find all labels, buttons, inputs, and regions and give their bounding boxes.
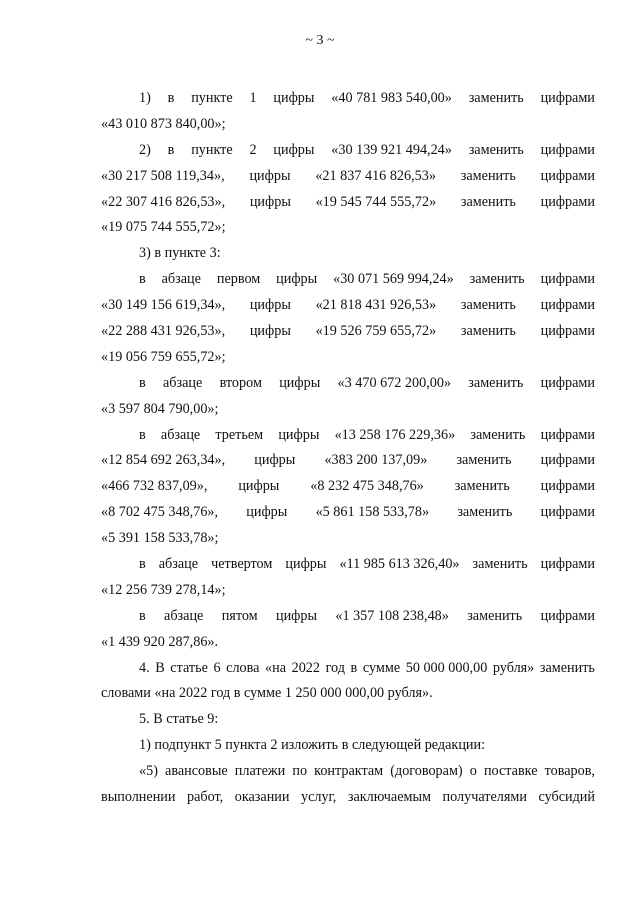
text-word: контрактам <box>314 763 384 780</box>
text-word: заключаемым <box>347 789 431 806</box>
text-word: «на <box>265 659 287 676</box>
document-body <box>101 86 595 811</box>
text-word: цифрами <box>540 193 595 210</box>
text-word: «13 258 176 229,36» <box>334 426 456 443</box>
text-word: цифрами <box>540 504 595 521</box>
text-word: в <box>350 659 358 676</box>
text-line <box>101 241 595 267</box>
text-line <box>101 578 595 604</box>
text-line <box>101 474 595 500</box>
text-word: «466 732 837,09», <box>101 478 208 495</box>
text-word: (договорам) <box>390 763 463 780</box>
text-word: год <box>325 659 345 676</box>
text-word: заменить <box>457 504 513 521</box>
text-line <box>101 190 595 216</box>
text-word: «40 781 983 540,00» <box>331 90 452 106</box>
text-word: оказании <box>234 789 290 806</box>
text-line <box>101 215 595 241</box>
text-line <box>101 759 595 785</box>
text-word: «12 256 739 278,14»; <box>101 581 226 598</box>
text-word: заменить <box>454 478 510 495</box>
text-word: «3 597 804 790,00»; <box>101 400 219 417</box>
text-word: цифрами <box>540 452 595 469</box>
text-word: «30 149 156 619,34», <box>101 297 226 314</box>
text-word: цифры <box>278 426 320 443</box>
text-word: 6 <box>213 659 221 676</box>
text-word: «21 818 431 926,53» <box>315 297 437 314</box>
text-word: словами «на 2022 год в сумме 1 250 000 000,00 рубля». <box>101 685 433 702</box>
text-word: выполнении <box>101 789 176 806</box>
text-word: «5 861 158 533,78» <box>315 504 430 521</box>
text-word: цифрами <box>540 323 595 340</box>
text-word: заменить <box>460 323 516 340</box>
text-line <box>101 293 595 319</box>
text-word: 1) подпункт 5 пункта 2 изложить в следующей редакции: <box>139 737 486 754</box>
text-word: статье <box>170 659 208 676</box>
text-word: в <box>139 426 146 443</box>
text-word: заменить <box>460 167 516 184</box>
text-word: поставке <box>483 763 538 780</box>
text-line <box>101 733 595 759</box>
text-word: цифры <box>238 478 280 495</box>
text-word: цифры <box>249 193 291 210</box>
text-word: в <box>139 271 146 288</box>
text-word: цифрами <box>540 271 595 288</box>
text-word: четвертом <box>211 556 273 573</box>
text-word: «5) <box>139 763 158 780</box>
text-word: пункте <box>191 141 233 158</box>
text-word: «22 307 416 826,53», <box>101 193 226 210</box>
text-word: цифрами <box>540 478 595 495</box>
text-word: услуг, <box>300 789 337 806</box>
text-word: цифры <box>279 374 321 391</box>
text-word: «383 200 137,09» <box>324 452 428 469</box>
text-word: товаров, <box>544 763 595 780</box>
page-number: ~ 3 ~ <box>305 33 335 48</box>
text-word: заменить <box>468 90 524 106</box>
text-word: в <box>139 374 146 391</box>
text-word: абзаце <box>164 607 204 624</box>
text-word: цифрами <box>540 607 595 624</box>
text-word: заменить <box>469 271 525 288</box>
text-word: 1) <box>139 90 151 106</box>
text-line <box>101 500 595 526</box>
text-word: пункте <box>191 90 233 106</box>
text-word: цифрами <box>540 167 595 184</box>
text-word: цифры <box>249 167 291 184</box>
text-word: «1 357 108 238,48» <box>335 607 449 624</box>
text-word: в <box>167 90 175 106</box>
text-line <box>101 656 595 682</box>
text-word: получателями <box>442 789 527 806</box>
text-word: «30 071 569 994,24» <box>333 271 454 288</box>
text-word: заменить <box>470 426 526 443</box>
text-line <box>101 371 595 397</box>
text-word: абзаце <box>162 374 203 391</box>
text-line <box>101 164 595 190</box>
text-word: «30 139 921 494,24» <box>331 141 452 158</box>
text-word: «8 702 475 348,76», <box>101 504 219 521</box>
text-word: заменить <box>460 193 516 210</box>
text-line <box>101 397 595 423</box>
text-line <box>101 112 595 138</box>
text-word: 2 <box>249 141 257 158</box>
text-word: цифрами <box>540 426 595 443</box>
text-word: по <box>292 763 308 780</box>
text-word: цифрами <box>540 141 595 158</box>
text-word: цифрами <box>540 90 595 106</box>
text-line <box>101 707 595 733</box>
text-word: абзаце <box>161 271 201 288</box>
text-word: цифры <box>246 504 288 521</box>
text-word: заменить <box>460 297 516 314</box>
text-word: «21 837 416 826,53» <box>315 167 436 184</box>
text-word: 3) в пункте 3: <box>139 245 221 262</box>
text-word: втором <box>219 374 262 391</box>
text-word: первом <box>216 271 261 288</box>
text-line <box>101 319 595 345</box>
text-word: 2) <box>139 141 151 158</box>
text-word: 2022 <box>291 659 320 676</box>
text-word: «11 985 613 326,40» <box>339 556 460 573</box>
text-word: платежи <box>234 763 286 780</box>
text-line <box>101 86 595 112</box>
text-word: «19 545 744 555,72» <box>315 193 437 210</box>
text-line <box>101 630 595 656</box>
text-word: «3 470 672 200,00» <box>337 374 452 391</box>
text-word: пятом <box>221 607 258 624</box>
text-word: работ, <box>187 789 224 806</box>
text-word: 1 <box>249 90 257 106</box>
text-word: рубля» <box>492 659 535 676</box>
text-word: цифры <box>275 607 317 624</box>
text-word: цифры <box>276 271 318 288</box>
text-line <box>101 423 595 449</box>
text-word: «12 854 692 263,34», <box>101 452 226 469</box>
text-line <box>101 552 595 578</box>
text-word: 4. <box>139 659 150 676</box>
text-word: цифрами <box>540 556 595 573</box>
text-line <box>101 448 595 474</box>
text-word: «19 056 759 655,72»; <box>101 348 226 365</box>
text-word: абзаце <box>160 426 201 443</box>
text-word: цифры <box>249 323 291 340</box>
text-word: заменить <box>539 659 595 676</box>
text-line <box>101 526 595 552</box>
text-word: «19 075 744 555,72»; <box>101 219 226 236</box>
text-word: авансовые <box>165 763 228 780</box>
text-word: цифры <box>273 90 315 106</box>
text-word: цифрами <box>540 374 595 391</box>
text-word: «5 391 158 533,78»; <box>101 530 219 547</box>
text-line <box>101 681 595 707</box>
text-word: о <box>469 763 477 780</box>
text-line <box>101 604 595 630</box>
text-line <box>101 267 595 293</box>
text-word: цифры <box>273 141 315 158</box>
text-word: в <box>139 607 146 624</box>
text-word: в <box>167 141 175 158</box>
text-word: «1 439 920 287,86». <box>101 633 219 650</box>
text-word: цифрами <box>540 297 595 314</box>
text-word: В <box>155 659 165 676</box>
text-word: «22 288 431 926,53», <box>101 323 226 340</box>
text-word: заменить <box>468 141 524 158</box>
text-word: заменить <box>467 607 523 624</box>
text-line <box>101 138 595 164</box>
text-word: сумме <box>362 659 401 676</box>
text-word: цифры <box>249 297 291 314</box>
text-word: «43 010 873 840,00»; <box>101 115 226 132</box>
text-word: цифры <box>285 556 327 573</box>
text-line <box>101 345 595 371</box>
text-word: цифры <box>254 452 296 469</box>
text-word: третьем <box>215 426 264 443</box>
text-word: 5. В статье 9: <box>139 711 219 728</box>
text-word: заменить <box>472 556 528 573</box>
text-word: «19 526 759 655,72» <box>315 323 437 340</box>
text-word: слова <box>226 659 260 676</box>
text-line <box>101 785 595 811</box>
text-word: в <box>139 556 146 573</box>
text-word: субсидий <box>538 789 595 806</box>
text-word: абзаце <box>158 556 199 573</box>
text-word: «8 232 475 348,76» <box>310 478 424 495</box>
text-word: «30 217 508 119,34», <box>101 167 225 184</box>
text-word: заменить <box>456 452 512 469</box>
text-word: 50 000 000,00 <box>405 659 488 676</box>
text-word: заменить <box>468 374 524 391</box>
